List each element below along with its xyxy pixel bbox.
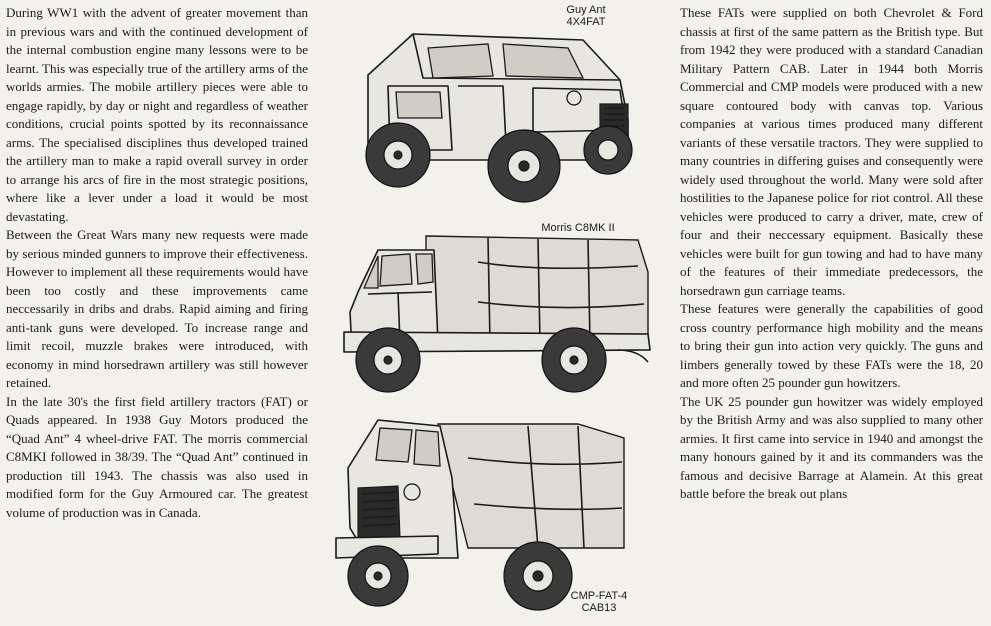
cmp-caption-model: CMP-FAT-4 [570,590,628,602]
guy-ant-illustration [328,20,648,210]
vehicle-illustrations [318,0,674,626]
morris-c8-illustration [338,232,658,400]
right-paragraph-3: The UK 25 pounder gun howitzer was widely employed by the British Army and was also supplied to many other armies. It first came into service in 1940 and amongst the many honours gained by it and its commanders was the famous and decisive Barrage at Alamein. At this great battle before the break out plans [680,393,983,501]
morris-caption: Morris C8MK II [541,222,615,234]
guy-ant-caption-name: Guy Ant [566,4,606,16]
cmp-caption-cab: CAB13 [581,602,617,614]
left-paragraph-3: In the late 30's the first field artillery tractors (FAT) or Quads appeared. In 1938 Guy Motors produced the “Quad Ant” 4 wheel-drive FAT. The morris commercial C8MKI followed in 38/39. The “Quad Ant” continued in production till 1943. The chassis was also used in modified form for the Guy Armoured car. The greatest volume of production was in Canada. [6,393,308,520]
right-paragraph-1: These FATs were supplied on both Chevrolet & Ford chassis at first of the same pattern as the British type. But from 1942 they were produced with a standard Canadian Military Pattern CAB. Later in 1944 both Morris Commercial and CMP models were produced with a new square contoured body with canvas top. Various companies at various times produced many different variants of these versatile tractors. They were supplied to many countries in differing guises and consequently were widely used throughout the world. Many were sold after hostilities to the Japanese police for riot control. All these vehicles were produced to carry a driver, mate, crew of four and their neccessary equipment. Basically these vehicles were built for gun towing and had to have many of the features of their immediate predecessors, the horsedrawn gun carriage teams. [680,5,983,298]
left-text-column [6,4,308,522]
guy-ant-caption-type: 4X4FAT [566,16,606,28]
cmp-caption [554,590,644,614]
right-paragraph-2: These features were generally the capabilities of good cross country performance high mobility and the means to bring their gun into action very quickly. The guns and limbers generally towed by these FATs were the 18, 20 and more often 25 pounder gun howitzers. [680,301,983,390]
left-paragraph-2: Between the Great Wars many new requests were made by serious minded gunners to improve their effectiveness. However to implement all these requirements would have been too costly and these improvements came neccessarily in dribs and drabs. Rapid aiming and firing anti-tank guns were developed. To increase range and limit recoil, muzzle brakes were introduced, with economy in mind horsedrawn artillery was still however retained. [6,227,308,390]
left-paragraph-1: During WW1 with the advent of greater movement than in previous wars and with the continued development of the internal combustion engine many lessons were to be learnt. This was especially true of the artillery arms of the worlds armies. The mobile artillery pieces were able to engage rapidly, by day or night and regardless of weather conditions, crucial points spotted by its reconnaissance arms. The specialised disciplines thus developed trained the artillery man to make a rapid overall survey in order to arrange his arcs of fire in the most strategic positions, where like a lever under a load it would be most devastating. [6,5,308,224]
right-text-column [680,4,983,504]
